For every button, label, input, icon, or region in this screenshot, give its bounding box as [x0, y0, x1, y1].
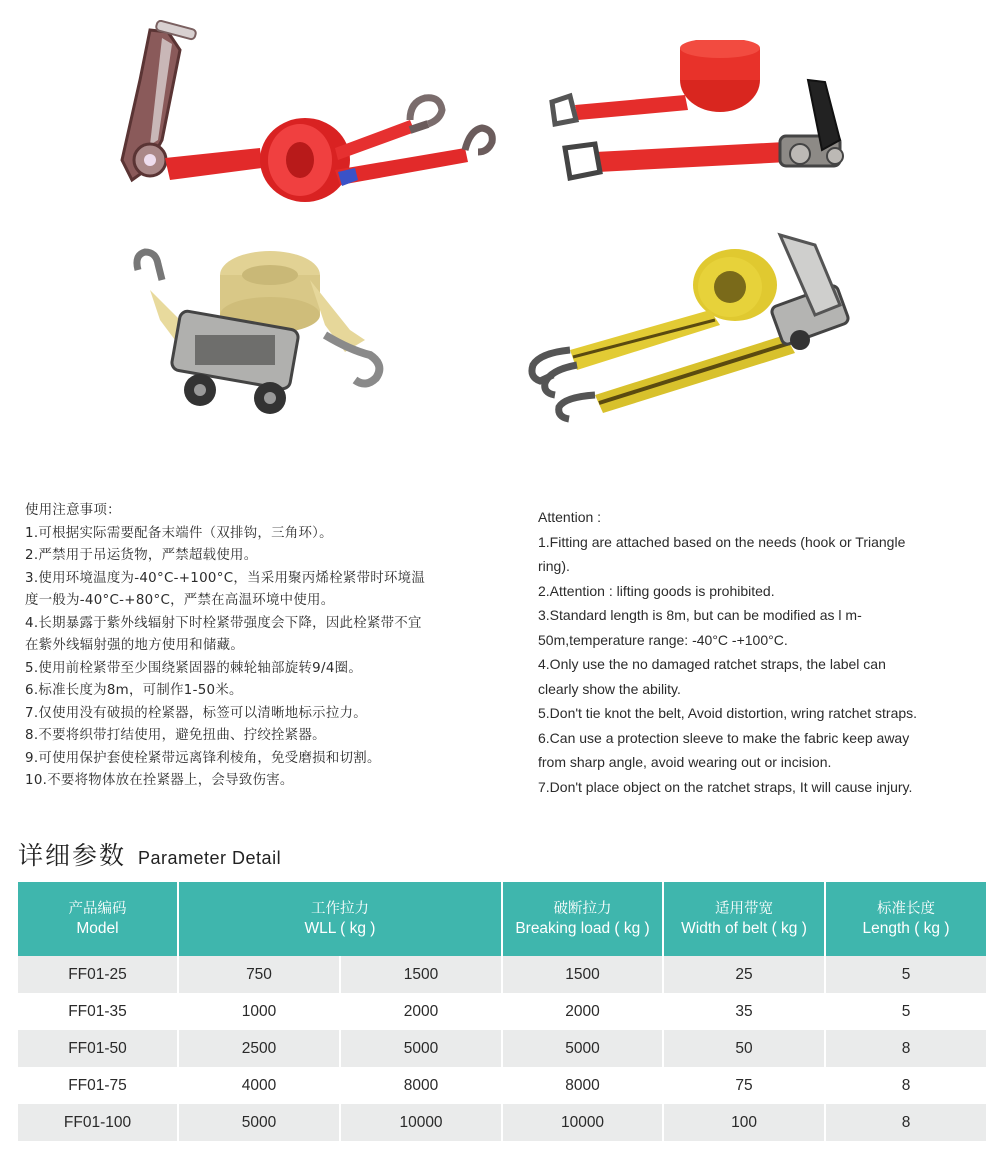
- cell-model: FF01-25: [18, 956, 178, 993]
- cell-width: 25: [663, 956, 825, 993]
- header-width-cn: 适用带宽: [715, 901, 774, 917]
- cell-length: 5: [825, 956, 986, 993]
- section-title-cn: 详细参数: [18, 841, 127, 870]
- notes-cn-line: 度一般为-40°C-+80°C，严禁在高温环境中使用。: [25, 593, 335, 608]
- cell-length: 8: [825, 1104, 986, 1141]
- notes-en-line: 7.Don't place object on the ratchet straps, It will cause injury.: [538, 778, 913, 795]
- cell-wll-1: 4000: [178, 1067, 340, 1104]
- notes-en-line: ring).: [538, 558, 570, 574]
- header-wll: [178, 882, 502, 956]
- table-row: [18, 1104, 986, 1141]
- parameter-table: [18, 882, 986, 1141]
- header-width: [663, 882, 825, 956]
- cell-wll-2: 8000: [340, 1067, 502, 1104]
- header-length-en: Length ( kg ): [862, 920, 950, 937]
- cell-width: 75: [663, 1067, 825, 1104]
- cell-model: FF01-100: [18, 1104, 178, 1141]
- notes-en-line: 4.Only use the no damaged ratchet straps, the label can: [538, 656, 886, 672]
- cell-width: 35: [663, 993, 825, 1030]
- header-model: [18, 882, 178, 956]
- product-photo-red-double-hook: [110, 20, 500, 205]
- notes-cn-line: 1.可根据实际需要配备末端件（双排钩，三角环）。: [25, 525, 333, 541]
- product-photo-yellow-double-j-hook: [515, 225, 860, 425]
- cell-wll-1: 5000: [178, 1104, 340, 1141]
- notes-en-line: from sharp angle, avoid wearing out or incision.: [538, 754, 832, 770]
- notes-cn-line: 10.不要将物体放在拴紧器上，会导致伤害。: [25, 773, 294, 788]
- notes-cn-line: 6.标准长度为8m，可制作1-50米。: [25, 683, 243, 698]
- cell-wll-1: 1000: [178, 993, 340, 1030]
- cell-wll-1: 2500: [178, 1030, 340, 1067]
- cell-length: 8: [825, 1030, 986, 1067]
- notes-en-line: 2.Attention : lifting goods is prohibited.: [538, 582, 775, 599]
- cell-model: FF01-35: [18, 993, 178, 1030]
- notes-en-line: 5.Don't tie knot the belt, Avoid distortion, wring ratchet straps.: [538, 705, 918, 721]
- table-row: [18, 1067, 986, 1104]
- notes-cn-line: 在紫外线辐射强的地方使用和储藏。: [25, 638, 245, 653]
- cell-wll-1: 750: [178, 956, 340, 993]
- usage-notes-english: [538, 505, 958, 799]
- cell-length: 8: [825, 1067, 986, 1104]
- notes-cn-line: 9.可使用保护套使栓紧带远离锋利棱角，免受磨损和切割。: [25, 750, 381, 766]
- table-row: [18, 956, 986, 993]
- section-title-en: Parameter Detail: [138, 848, 282, 868]
- cell-width: 50: [663, 1030, 825, 1067]
- notes-cn-line: 4.长期暴露于紫外线辐射下时栓紧带强度会下降，因此栓紧带不宜: [25, 615, 422, 631]
- cell-wll-2: 10000: [340, 1104, 502, 1141]
- header-length: [825, 882, 986, 956]
- notes-en-line: clearly show the ability.: [538, 680, 681, 697]
- cell-breaking-load: 5000: [502, 1030, 663, 1067]
- table-header-row: [18, 882, 986, 956]
- cell-model: FF01-75: [18, 1067, 178, 1104]
- cell-model: FF01-50: [18, 1030, 178, 1067]
- cell-wll-2: 2000: [340, 993, 502, 1030]
- notes-en-line: 3.Standard length is 8m, but can be modified as l m-: [538, 607, 862, 623]
- header-length-cn: 标准长度: [877, 901, 936, 917]
- table-row: [18, 993, 986, 1030]
- notes-cn-line: 2.严禁用于吊运货物，严禁超载使用。: [25, 548, 258, 563]
- header-breaking-en: Breaking load ( kg ): [515, 920, 650, 937]
- parameter-detail-title: [18, 836, 281, 876]
- notes-cn-line: 8.不要将织带打结使用，避免扭曲、拧绞拴紧器。: [25, 728, 326, 743]
- notes-en-line: 50m,temperature range: -40°C -+100°C.: [538, 631, 788, 648]
- header-breaking-load: [502, 882, 663, 956]
- cell-breaking-load: 1500: [502, 956, 663, 993]
- notes-en-heading: Attention :: [538, 509, 602, 525]
- notes-cn-line: 7.仅使用没有破损的栓紧器，标签可以清晰地标示拉力。: [25, 705, 367, 721]
- usage-notes-chinese: [25, 500, 495, 793]
- notes-cn-line: 5.使用前栓紧带至少围绕紧固器的棘轮轴部旋转9/4圈。: [25, 660, 363, 676]
- cell-width: 100: [663, 1104, 825, 1141]
- notes-en-line: 6.Can use a protection sleeve to make the fabric keep away: [538, 729, 910, 746]
- header-width-en: Width of belt ( kg ): [681, 920, 807, 937]
- header-model-en: Model: [76, 920, 119, 937]
- header-breaking-cn: 破断拉力: [553, 901, 612, 917]
- product-photo-beige-j-hook: [120, 240, 410, 430]
- cell-breaking-load: 10000: [502, 1104, 663, 1141]
- cell-wll-2: 1500: [340, 956, 502, 993]
- notes-cn-line: 3.使用环境温度为-40°C-+100°C，当采用聚丙烯栓紧带时环境温: [25, 570, 426, 586]
- product-photo-red-triangle-ring: [540, 40, 860, 190]
- cell-breaking-load: 8000: [502, 1067, 663, 1104]
- cell-breaking-load: 2000: [502, 993, 663, 1030]
- cell-wll-2: 5000: [340, 1030, 502, 1067]
- cell-length: 5: [825, 993, 986, 1030]
- header-model-cn: 产品编码: [68, 901, 127, 917]
- header-wll-en: WLL ( kg ): [304, 920, 376, 937]
- header-wll-cn: 工作拉力: [311, 901, 369, 917]
- table-row: [18, 1030, 986, 1067]
- notes-cn-heading: 使用注意事项：: [25, 503, 121, 518]
- notes-en-line: 1.Fitting are attached based on the needs (hook or Triangle: [538, 533, 906, 550]
